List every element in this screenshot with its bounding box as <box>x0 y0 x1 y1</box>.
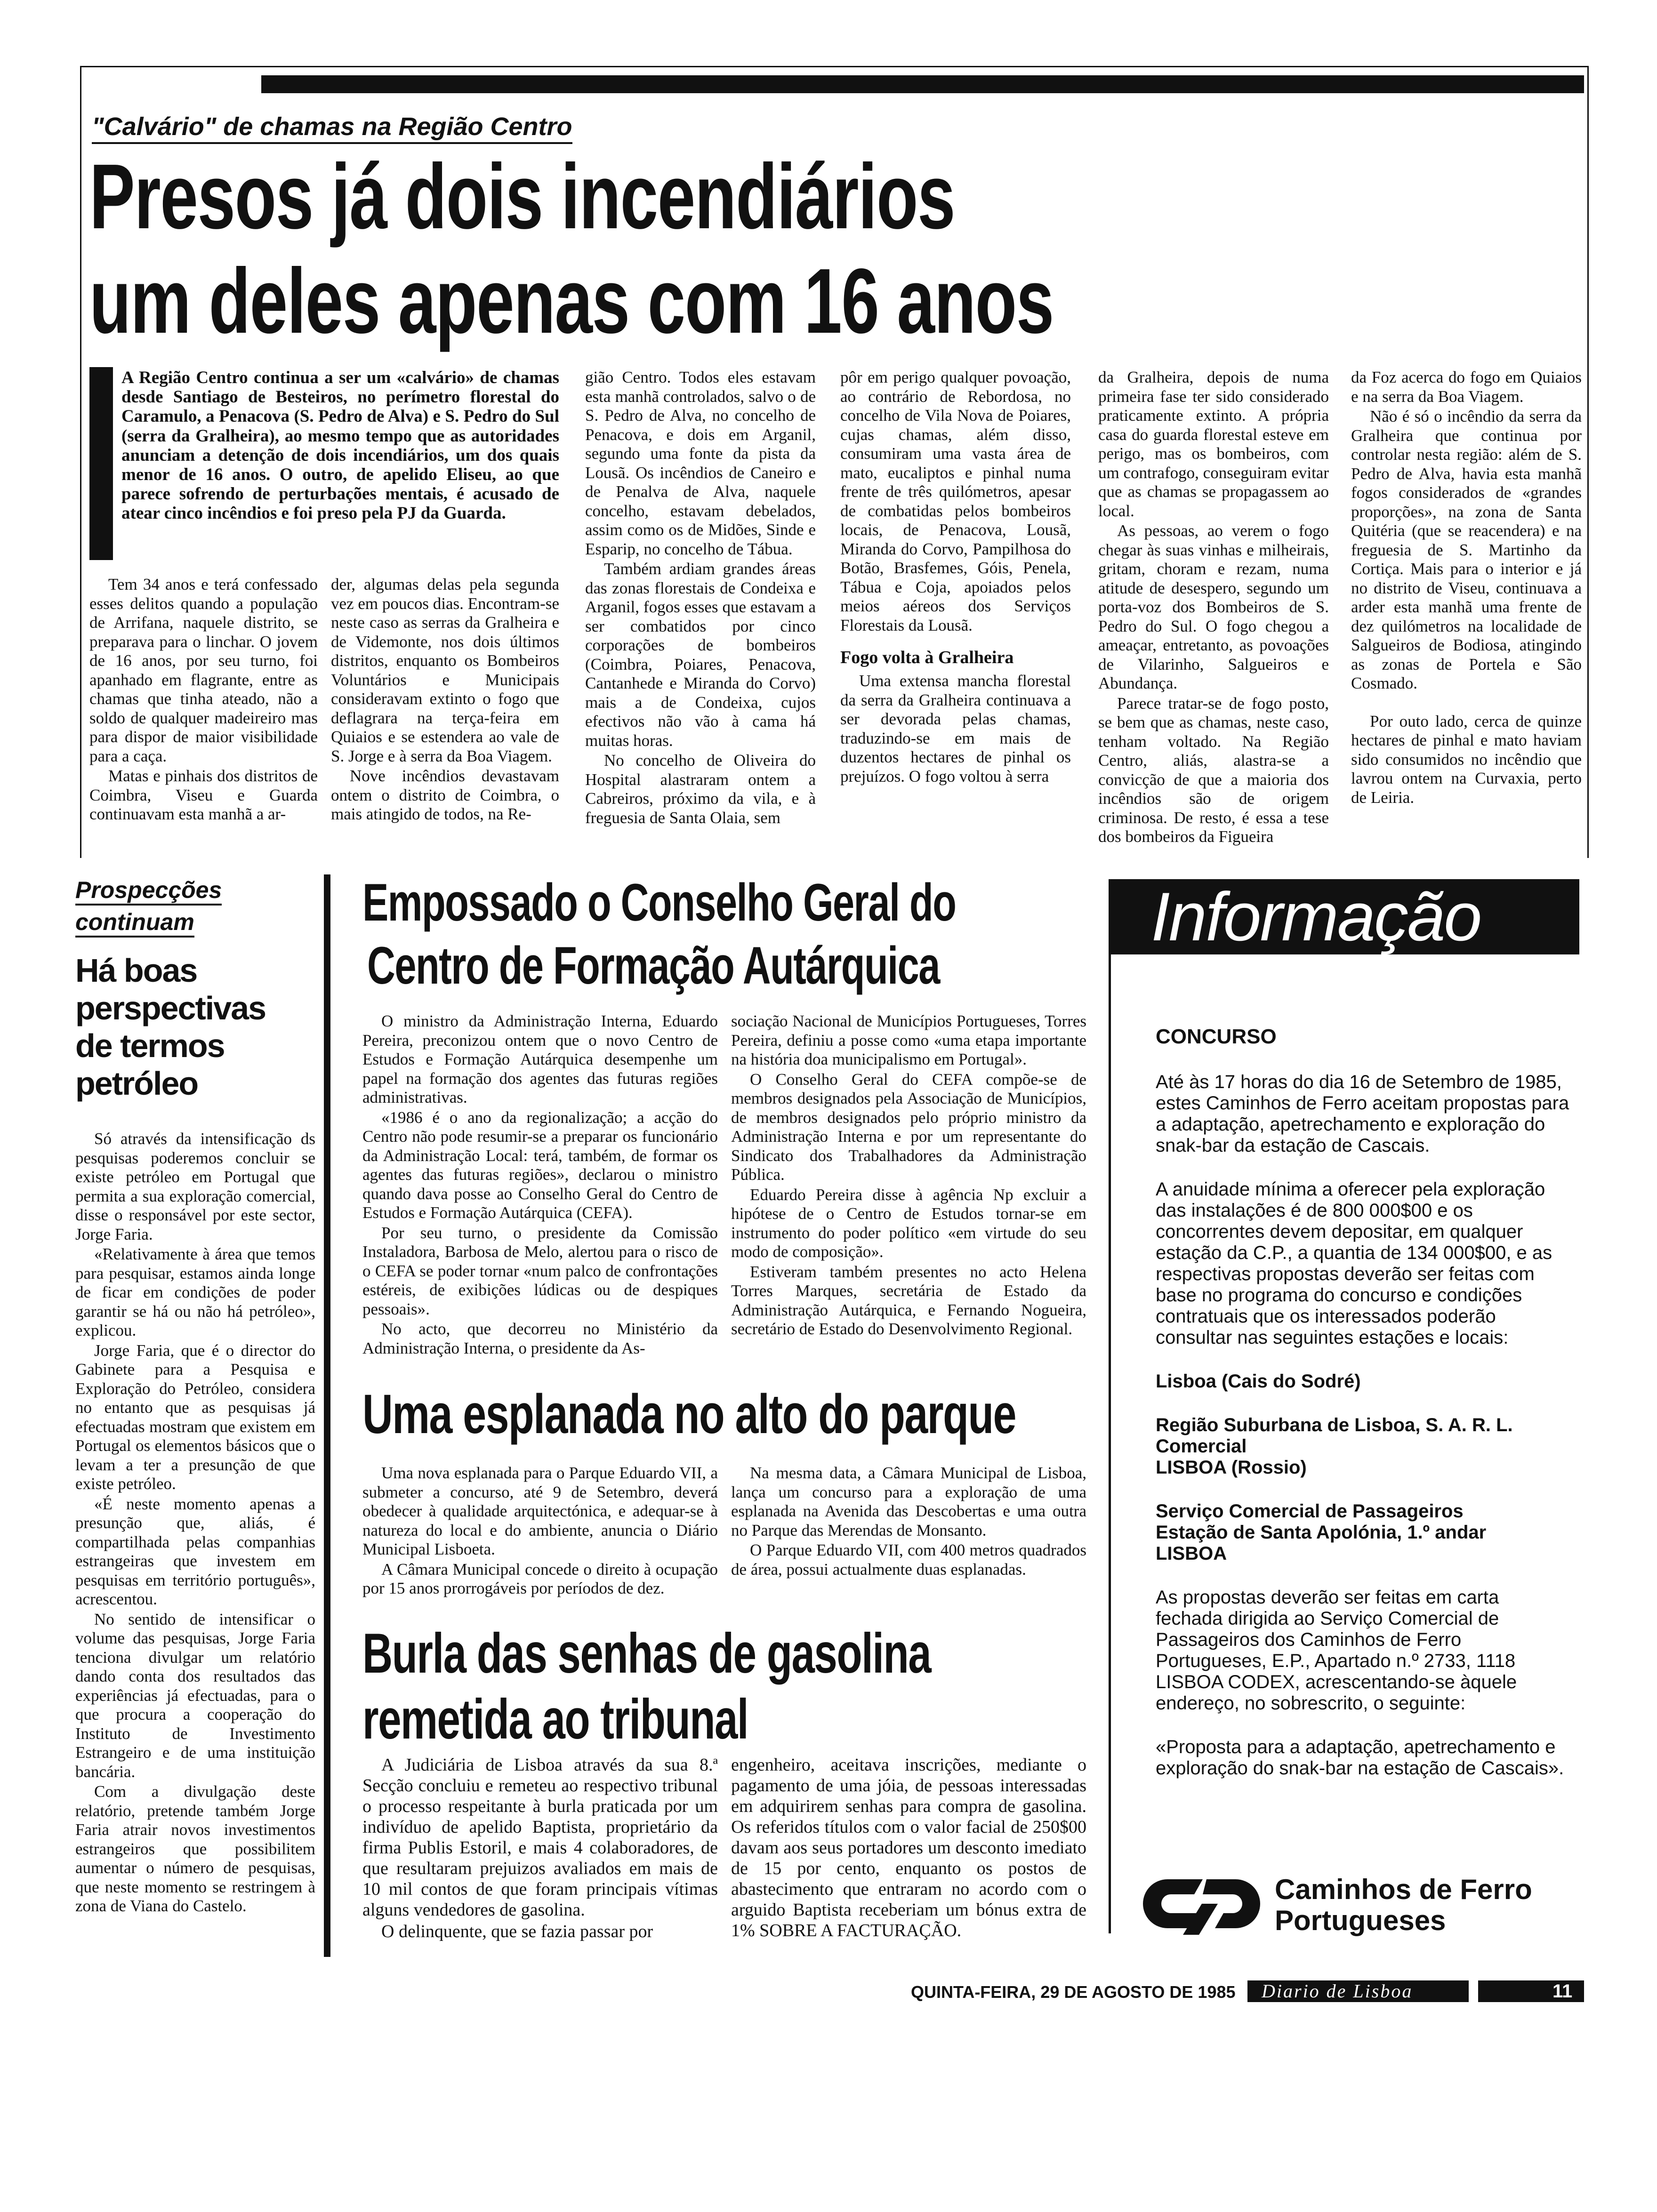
paragraph: sociação Nacional de Municípios Portugueses, Torres Pereira, definiu a posse como «uma etapa importante na história doa municipalismo em Portugal». <box>731 1012 1086 1068</box>
paragraph: Na mesma data, a Câmara Municipal de Lisboa, lança um concurso para a exploração de uma esplanada na Avenida das Descobertas e uma outra no Parque das Merendas de Monsanto. <box>731 1464 1086 1539</box>
paragraph: No sentido de intensificar o volume das pesquisas, Jorge Faria tenciona divulgar um relatório dando conta dos resultados das experiências já efectuadas, para o que procura a cooperação do Instituto de Investimento Estrangeiro e de uma instituição bancária. <box>75 1610 315 1781</box>
headline-story1-line2: um deles apenas com 16 anos <box>89 249 1054 353</box>
lead-initial-bar <box>89 367 113 560</box>
headline-line: petróleo <box>75 1065 198 1102</box>
paragraph: O ministro da Administração Interna, Eduardo Pereira, preconizou ontem que o novo Centro de Estudos e Formação Autárquica desempenhe um papel na formação dos agentes das futuras regiões administrativas. <box>362 1012 718 1106</box>
ad-body <box>1156 1026 1570 1779</box>
ad-paragraph: «Proposta para a adaptação, apetrechamento e exploração do snak-bar na estação de Cascais». <box>1156 1737 1564 1779</box>
cp-logo-line: Caminhos de Ferro <box>1275 1874 1532 1905</box>
ad-location: Serviço Comercial de Passageiros Estação de Santa Apolónia, 1.º andar LISBOA <box>1156 1501 1487 1564</box>
paragraph: A Judiciária de Lisboa através da sua 8.ª Secção concluiu e remeteu ao respectivo tribunal o processo respeitante à burla praticada por um indivíduo de apelido Baptista, proprietário da firma Publis Estoril, e mais 4 colaboradores, de que resultaram prejuizos avaliados em mais de 10 mil contos de que foram principais vítimas alguns vendedores de gasolina. <box>362 1755 718 1920</box>
headline-story3-line2: Centro de Formação Autárquica <box>367 936 940 995</box>
ad-paragraph: As propostas deverão ser feitas em carta fechada dirigida ao Serviço Comercial de Passageiros dos Caminhos de Ferro Portugueses, E.P., Apartado n.º 2733, 1118 LISBOA CODEX, acrescentando-se àquele endereço, no sobrescrito, o seguinte: <box>1156 1587 1517 1714</box>
paragraph: No acto, que decorreu no Ministério da Administração Interna, o presidente da As- <box>362 1320 718 1357</box>
ad-title: CONCURSO <box>1156 1025 1277 1048</box>
ad-paragraph: Até às 17 horas do dia 16 de Setembro de 1985, estes Caminhos de Ferro aceitam propostas para a adaptação, apetrechamento e exploração do snak-bar da estação de Cascais. <box>1156 1072 1569 1156</box>
paragraph: A Câmara Municipal concede o direito à ocupação por 15 anos prorrogáveis por períodos de dez. <box>362 1560 718 1597</box>
story1-col6 <box>1351 368 1582 807</box>
paragraph: Só através da intensificação ds pesquisas poderemos concluir se existe petróleo em Portugal que permita a sua exploração comercial, disse o responsável por este sector, Jorge Faria. <box>75 1130 315 1243</box>
headline-story5-line1: Burla das senhas de gasolina <box>362 1622 931 1685</box>
paragraph: engenheiro, aceitava inscrições, mediante o pagamento de uma jóia, de pessoas interessadas em adquirirem senhas para compra de gasolina. Os referidos títulos com o valor facial de 250$00 davam aos seus portadores um desconto imediato de 15 por cento, enquanto os postos de abastecimento que entraram no acordo com o arguido Baptista receberiam um bónus extra de 1% SOBRE A FACTURAÇÃO. <box>731 1755 1086 1940</box>
headline-line: de termos <box>75 1027 225 1064</box>
ad-banner-text: Informação <box>1151 878 1481 955</box>
paragraph: «Relativamente à área que temos para pesquisar, estamos ainda longe de ficar em condições de poder garantir se há ou não há petróleo», explicou. <box>75 1245 315 1339</box>
ad-left-rule <box>1109 954 1111 1933</box>
paragraph: Não é só o incêndio da serra da Gralheira que continua por controlar nesta região: além de S. Pedro de Alva, havia esta manhã fogos considerados de «grandes proporções», na zona de Santa Quitéria (que se reacendera) e na freguesia de S. Martinho da Cortiça. Mais para o interior e já no distrito de Viseu, continuava a arder esta manhã uma frente de dez quilómetros na localidade de Salgueiros de Bodiosa, atingindo as zonas de Portela e São Cosmado. <box>1351 407 1582 692</box>
kicker-line: continuam <box>75 908 194 938</box>
story4-col1 <box>362 1464 718 1598</box>
paragraph: Tem 34 anos e terá confessado esses delitos quando a população de Arrifana, naquele distrito, se preparava para o linchar. O jovem de 16 anos, por seu turno, foi apanhado em flagrante, entre as chamas que tinha ateado, não a soldo de qualquer madeireiro mas para dispor de maior visibilidade para a caça. <box>89 575 318 765</box>
paragraph: Parece tratar-se de fogo posto, se bem que as chamas, neste caso, tenham voltado. Na Região Centro, aliás, alastra-se a convicção de que a maioria dos incêndios são de origem criminosa. De resto, é essa a tese dos bombeiros da Figueira <box>1098 694 1329 846</box>
story3-col1 <box>362 1012 718 1358</box>
paragraph: Eduardo Pereira disse à agência Np excluir a hipótese de o Centro de Estudos tornar-se em instrumento do poder político «em virtude do seu modo de composição». <box>731 1185 1086 1261</box>
paragraph: «É neste momento apenas a presunção que, aliás, é compartilhada pelas companhias estrangeiras que investem em pesquisas em território português», acrescentou. <box>75 1494 315 1608</box>
story1-col1 <box>89 575 318 824</box>
story2-body <box>75 1130 315 1916</box>
headline-story5-line2: remetida ao tribunal <box>362 1688 748 1751</box>
ad-paragraph: A anuidade mínima a oferecer pela exploração das instalações é de 800 000$00 e os concorrentes devem depositar, em qualquer estação da C.P., a quantia de 134 000$00, e as respectivas propostas deverão ser feitas com base no programa do concurso e condições contratuais que os interessados poderão consultar nas seguintes estações e locais: <box>1156 1179 1552 1348</box>
paragraph: gião Centro. Todos eles estavam esta manhã controlados, salvo o de S. Pedro de Alva, no concelho de Penacova, e dois em Arganil, segundo uma fonte da pista da Lousã. Os incêndios de Caneiro e de Penalva de Alva, naquele concelho, estavam debelados, assim como os de Midões, Sinde e Esparip, no concelho de Tábua. <box>585 368 816 558</box>
paragraph: Também ardiam grandes áreas das zonas florestais de Condeixa e Arganil, fogos esses que estavam a ser combatidos por cinco corporações de bombeiros (Coimbra, Poiares, Penacova, Cantanhede e Miranda do Corvo) mais a de Condeixa, cujos efectivos não vão à cama há muitas horas. <box>585 560 816 750</box>
paragraph: Uma extensa mancha florestal da serra da Gralheira continuava a ser devorada pelas chamas, traduzindo-se em mais de duzentos hectares de pinhal os prejuízos. O fogo voltou à serra <box>840 672 1071 785</box>
center-left-rule <box>324 874 330 1957</box>
footer-page-number: 11 <box>1552 1981 1573 2002</box>
top-black-bar <box>261 75 1584 93</box>
lead-paragraph <box>121 368 559 523</box>
paragraph: Estiveram também presentes no acto Helena Torres Marques, secretária de Estado da Administração Autárquica, e Fernando Nogueira, secretário de Estado do Desenvolvimento Regional. <box>731 1262 1086 1338</box>
story1-col4 <box>840 368 1071 786</box>
cp-logo-icon <box>1142 1871 1264 1937</box>
paragraph: Por outo lado, cerca de quinze hectares de pinhal e mato haviam sido consumidos no incêndio que lavrou ontem na Curvaxia, perto de Leiria. <box>1351 712 1582 807</box>
paragraph: Por seu turno, o presidente da Comissão Instaladora, Barbosa de Melo, alertou para o risco de o CEFA se poder tornar «num palco de confrontações estéreis, de exibições lúdicas ou de despiques pessoais». <box>362 1223 718 1318</box>
kicker-story1: "Calvário" de chamas na Região Centro <box>92 112 572 144</box>
headline-line: Há boas <box>75 952 197 989</box>
headline-story3-line1: Empossado o Conselho Geral do <box>362 873 956 932</box>
paragraph: «1986 é o ano da regionalização; a acção do Centro não pode resumir-se a preparar os funcionário da Administração Local: terá, também, de formar os agentes das futuras regiões», declarou o ministro quando dava posse ao Conselho Geral do Centro de Estudos e Formação Autárquica (CEFA). <box>362 1108 718 1222</box>
headline-story2 <box>75 952 265 1102</box>
kicker-story2 <box>75 876 222 938</box>
paragraph: Jorge Faria, que é o director do Gabinete para a Pesquisa e Exploração do Petróleo, considera no entanto que as pesquisas já efectuadas mostram que existem em Portugal os elementos básicos que o levam a ter a presunção de que existe petróleo. <box>75 1341 315 1493</box>
paragraph: pôr em perigo qualquer povoação, ao contrário de Rebordosa, no concelho de Vila Nova de Poiares, cujas chamas, além disso, consumiram uma vasta área de mato, eucaliptos e pinhal numa frente de três quilómetros, apesar de combatidas pelos bombeiros locais, de Penacova, Lousã, Miranda do Corvo, Pampilhosa do Botão, Brasfemes, Góis, Penela, Tábua e Coja, apoiados pelos meios aéreos dos Serviços Florestais da Lousã. <box>840 368 1071 634</box>
paragraph: Com a divulgação deste relatório, pretende também Jorge Faria atrair novos investimentos estrangeiros que possibilitem aumentar o número de pesquisas, que neste momento se restringem à zona de Viana do Castelo. <box>75 1782 315 1915</box>
ad-location: Região Suburbana de Lisboa, S. A. R. L. Comercial LISBOA (Rossio) <box>1156 1415 1513 1478</box>
headline-story4: Uma esplanada no alto do parque <box>362 1383 1016 1445</box>
story5-col2 <box>731 1755 1086 1941</box>
lead-initial: A <box>121 368 133 387</box>
story1-col5 <box>1098 368 1329 847</box>
paragraph: Uma nova esplanada para o Parque Eduardo VII, a submeter a concurso, até 9 de Setembro, deverá obedecer à qualidade arquitectónica, e adequar-se à natureza do local e do ambiente, anuncia o Diário Municipal Lisboeta. <box>362 1464 718 1558</box>
paragraph: No concelho de Oliveira do Hospital alastraram ontem a Cabreiros, próximo da vila, e à freguesia de Santa Olaia, sem <box>585 751 816 827</box>
paragraph: O delinquente, que se fazia passar por <box>381 1922 653 1941</box>
paragraph: O Parque Eduardo VII, com 400 metros quadrados de área, possui actualmente duas esplanadas. <box>731 1541 1086 1579</box>
footer-date: QUINTA-FEIRA, 29 DE AGOSTO DE 1985 <box>911 1982 1236 2002</box>
story4-col2 <box>731 1464 1086 1579</box>
ad-location: Lisboa (Cais do Sodré) <box>1156 1371 1361 1392</box>
paragraph: As pessoas, ao verem o fogo chegar às suas vinhas e milheirais, gritam, choram e rezam, numa atitude de desespero, segundo um porta-voz dos Bombeiros de S. Pedro do Sul. O fogo chegou a ameaçar, entretanto, as povoações de Vilarinho, Salgueiros e Abundança. <box>1098 521 1329 692</box>
paragraph: da Gralheira, depois de numa primeira fase ter sido considerado praticamente extinto. A própria casa do guarda florestal esteve em perigo, mas os bombeiros, com um contrafogo, conseguiram evitar que as chamas se propagassem ao local. <box>1098 368 1329 520</box>
headline-line: perspectivas <box>75 990 266 1026</box>
cp-logo-text <box>1275 1874 1532 1936</box>
paragraph: Nove incêndios devastavam ontem o distrito de Coimbra, o mais atingido de todos, na Re- <box>331 767 559 823</box>
cp-logo-line: Portugueses <box>1275 1905 1446 1936</box>
headline-story1-line1: Presos já dois incendiários <box>89 145 955 248</box>
kicker-line: Prospecções <box>75 876 222 906</box>
footer-paper-name: Diario de Lisboa <box>1262 1980 1413 2002</box>
paragraph: O Conselho Geral do CEFA compõe-se de membros designados pela Associação de Municípios, de membros designados pelo próprio ministro da Administração Interna e por um representante do Sindicato dos Trabalhadores da Administração Pública. <box>731 1070 1086 1184</box>
paragraph: Matas e pinhais dos distritos de Coimbra, Viseu e Guarda continuavam esta manhã a ar- <box>89 767 318 823</box>
subhead-fogo-volta: Fogo volta à Gralheira <box>840 648 1014 667</box>
story3-col2 <box>731 1012 1086 1339</box>
story5-col1 <box>362 1755 718 1942</box>
story1-col2 <box>331 575 559 824</box>
paragraph: der, algumas delas pela segunda vez em poucos dias. Encontram-se neste caso as serras da Gralheira e de Videmonte, nos dois últimos distritos, enquanto os Bombeiros Voluntários e Municipais consideravam extinto o fogo que deflagrara na terça-feira em Quiaios e se estendera ao vale de S. Jorge e à serra da Boa Viagem. <box>331 575 559 765</box>
lead-text: Região Centro continua a ser um «calvário» de chamas desde Santiago de Besteiros, no perímetro florestal do Caramulo, a Penacova (S. Pedro de Alva) e S. Pedro do Sul (serra da Gralheira), ao mesmo tempo que as autoridades anunciam a detenção de dois incendiários, um dos quais menor de 16 anos. O outro, de apelido Eliseu, ao que parece sofrendo de perturbações mentais, é acusado de atear cinco incêndios e foi preso pela PJ da Guarda. <box>121 368 559 523</box>
paragraph: da Foz acerca do fogo em Quiaios e na serra da Boa Viagem. <box>1351 368 1582 406</box>
story1-col3 <box>585 368 816 827</box>
